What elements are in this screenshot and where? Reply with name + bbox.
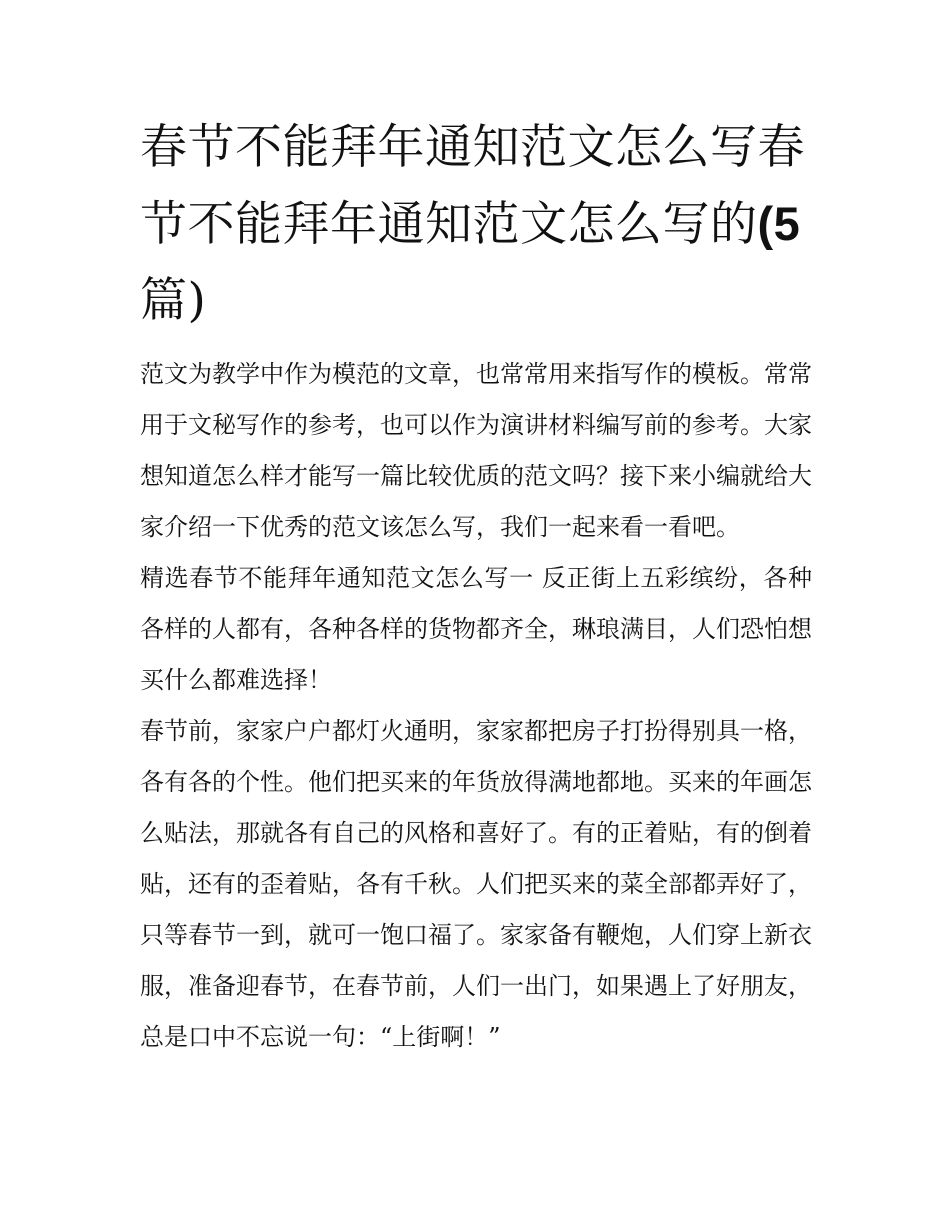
document-body (140, 349, 812, 1063)
document-title (140, 110, 812, 339)
title-text: 春节不能拜年通知范文怎么写春节不能拜年通知范文怎么写的 (140, 120, 805, 252)
title-count: (5 (757, 197, 801, 250)
paragraph-street: 精选春节不能拜年通知范文怎么写一 反正街上五彩缤纷，各种各样的人都有，各种各样的货物都齐全，琳琅满目，人们恐怕想买什么都难选择！ (140, 564, 812, 694)
paragraph-intro: 范文为教学中作为模范的文章，也常常用来指写作的模板。常常用于文秘写作的参考，也可以作为演讲材料编写前的参考。大家想知道怎么样才能写一篇比较优质的范文吗？接下来小编就给大家介绍一下优秀的范文该怎么写，我们一起来看一看吧。 (140, 360, 812, 541)
paragraph-preparation: 春节前，家家户户都灯火通明，家家都把房子打扮得别具一格，各有各的个性。他们把买来的年货放得满地都地。买来的年画怎么贴法，那就各有自己的风格和喜好了。有的正着贴，有的倒着贴，还有的歪着贴，各有千秋。人们把买来的菜全部都弄好了，只等春节一到，就可一饱口福了。家家备有鞭炮，人们穿上新衣服，准备迎春节，在春节前，人们一出门，如果遇上了好朋友，总是口中不忘说一句：“上街啊！” (140, 717, 812, 1051)
title-suffix: 篇) (140, 273, 207, 328)
document-page (140, 110, 812, 1063)
